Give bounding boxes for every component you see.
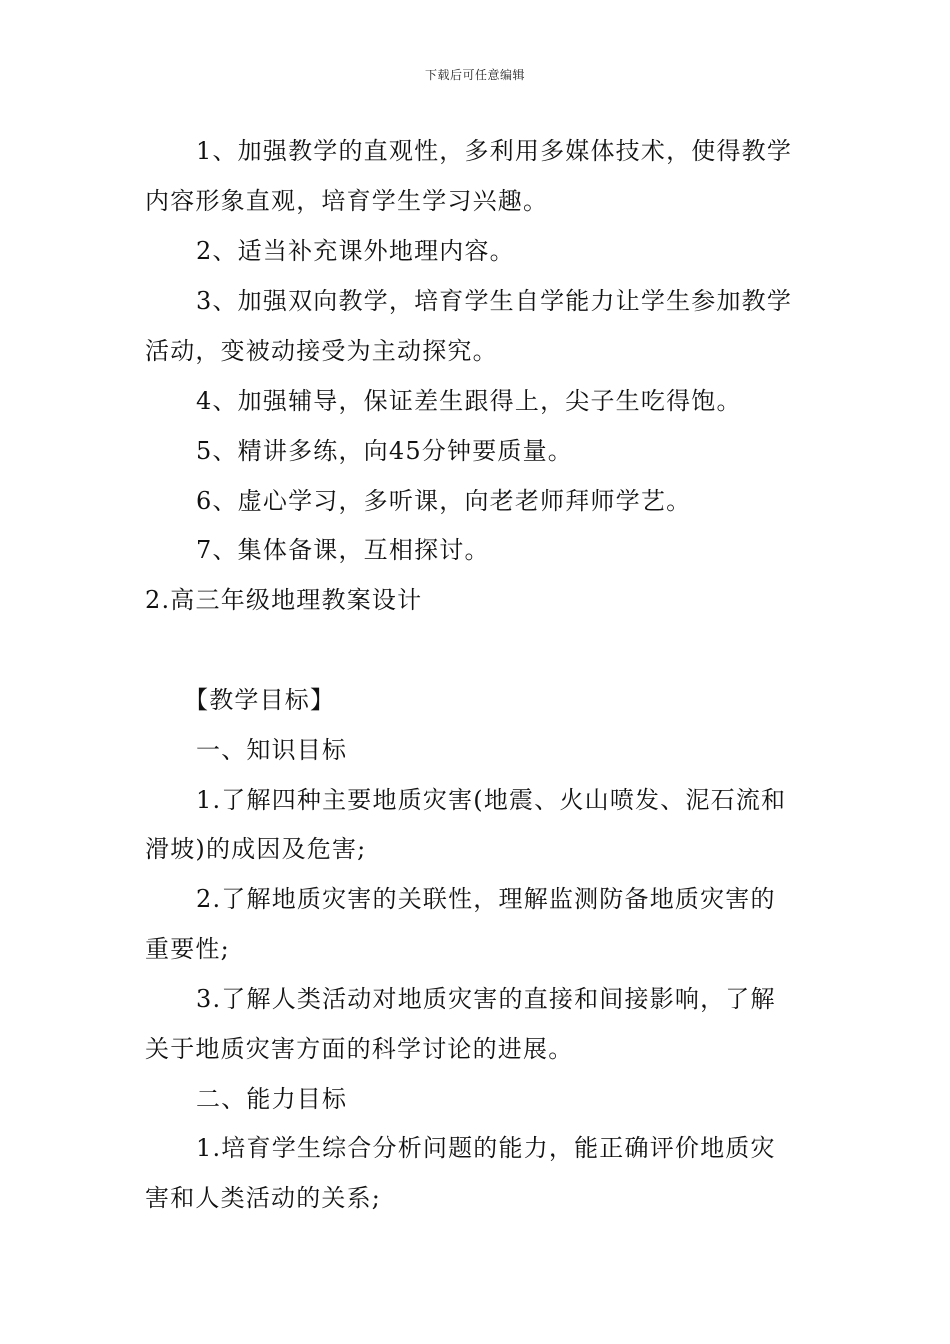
paragraph-line: 5、精讲多练，向45分钟要质量。	[196, 437, 574, 465]
subsection-heading: 一、知识目标	[196, 736, 348, 764]
paragraph-line: 2、适当补充课外地理内容。	[196, 237, 515, 265]
subsection-heading: 二、能力目标	[196, 1085, 348, 1113]
paragraph-line: 3、加强双向教学，培育学生自学能力让学生参加教学	[196, 287, 793, 315]
paragraph-line: 关于地质灾害方面的科学讨论的进展。	[145, 1035, 574, 1063]
paragraph-line: 内容形象直观，培育学生学习兴趣。	[145, 187, 549, 215]
paragraph-line: 1、加强教学的直观性，多利用多媒体技术，使得教学	[196, 137, 793, 165]
paragraph-line: 害和人类活动的关系;	[145, 1184, 382, 1212]
paragraph-line: 1.培育学生综合分析问题的能力，能正确评价地质灾	[196, 1134, 776, 1162]
paragraph-line: 活动，变被动接受为主动探究。	[145, 337, 498, 365]
paragraph-line: 2.了解地质灾害的关联性，理解监测防备地质灾害的	[196, 885, 776, 913]
paragraph-line: 滑坡)的成因及危害;	[145, 835, 367, 863]
paragraph-line: 7、集体备课，互相探讨。	[196, 536, 490, 564]
paragraph-line: 1.了解四种主要地质灾害(地震、火山喷发、泥石流和	[196, 786, 787, 814]
paragraph-line: 重要性;	[145, 935, 230, 963]
paragraph-line: 6、虚心学习，多听课，向老老师拜师学艺。	[196, 487, 692, 515]
download-note: 下载后可任意编辑	[424, 68, 525, 82]
paragraph-line: 3.了解人类活动对地质灾害的直接和间接影响，了解	[196, 985, 776, 1013]
teaching-goals-title: 【教学目标】	[184, 686, 336, 714]
paragraph-line: 4、加强辅导，保证差生跟得上，尖子生吃得饱。	[196, 387, 742, 415]
section-heading: 2.高三年级地理教案设计	[145, 586, 423, 614]
